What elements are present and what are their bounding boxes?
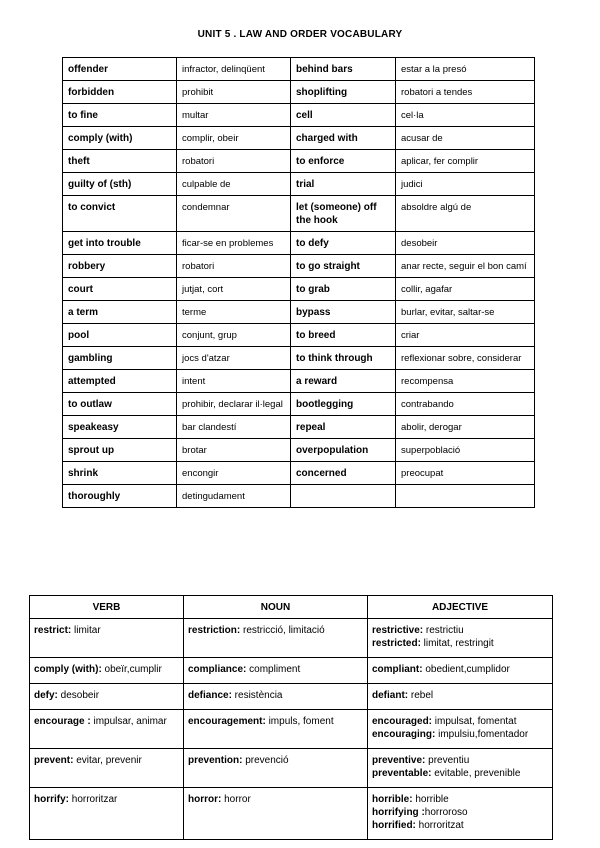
term-english: let (someone) off the hook [291, 196, 396, 232]
term-catalan: robatori a tendes [396, 81, 535, 104]
word-translation: desobeir [57, 690, 100, 701]
term-english: bootlegging [291, 393, 396, 416]
noun-cell [184, 684, 368, 710]
verb-cell [30, 710, 184, 749]
word-form: preventive: [372, 755, 426, 766]
term-catalan: aplicar, fer complir [396, 150, 535, 173]
term-english: get into trouble [63, 232, 177, 255]
term-catalan [396, 485, 535, 508]
term-catalan: culpable de [177, 173, 291, 196]
term-catalan: criar [396, 324, 535, 347]
term-catalan: burlar, evitar, saltar-se [396, 301, 535, 324]
verb-cell [30, 788, 184, 840]
word-form-entry [372, 767, 548, 780]
term-english: sprout up [63, 439, 177, 462]
table-row [63, 439, 535, 462]
term-catalan: terme [177, 301, 291, 324]
table-row [63, 485, 535, 508]
word-translation: impulsar, animar [90, 716, 167, 727]
word-translation: horroroso [424, 807, 468, 818]
word-form: encourage : [34, 716, 91, 727]
word-translation: limitar [71, 625, 101, 636]
term-english: attempted [63, 370, 177, 393]
term-catalan: infractor, delinqüent [177, 58, 291, 81]
adjective-cell [368, 749, 553, 788]
term-english: bypass [291, 301, 396, 324]
word-form: horrified: [372, 820, 416, 831]
word-form-entry [34, 715, 179, 728]
table-row [63, 278, 535, 301]
word-form: restrictive: [372, 625, 424, 636]
term-catalan: prohibit [177, 81, 291, 104]
term-catalan: jocs d'atzar [177, 347, 291, 370]
word-translation: horroritzat [415, 820, 464, 831]
adjective-cell [368, 619, 553, 658]
verb-cell [30, 658, 184, 684]
term-catalan: intent [177, 370, 291, 393]
term-catalan: bar clandestí [177, 416, 291, 439]
word-form-entry [188, 793, 363, 806]
term-catalan: complir, obeir [177, 127, 291, 150]
table-row [63, 393, 535, 416]
word-translation: restrictiu [423, 625, 464, 636]
word-form-entry [372, 819, 548, 832]
word-form: preventable: [372, 768, 432, 779]
word-form-entry [372, 624, 548, 637]
table-row [63, 173, 535, 196]
table-row [30, 658, 553, 684]
word-translation: resistència [231, 690, 283, 701]
table-row [30, 619, 553, 658]
word-form: restricted: [372, 638, 421, 649]
table-row [63, 196, 535, 232]
table-row [63, 81, 535, 104]
term-catalan: robatori [177, 150, 291, 173]
term-english: to grab [291, 278, 396, 301]
term-english: a reward [291, 370, 396, 393]
word-form: comply (with): [34, 664, 102, 675]
word-form: prevent: [34, 755, 74, 766]
term-english [291, 485, 396, 508]
word-form: encouraging: [372, 729, 436, 740]
term-catalan: ficar-se en problemes [177, 232, 291, 255]
term-catalan: condemnar [177, 196, 291, 232]
word-form-entry [34, 689, 179, 702]
word-form: restrict: [34, 625, 72, 636]
word-form-entry [372, 728, 548, 741]
term-english: to think through [291, 347, 396, 370]
term-catalan: superpoblació [396, 439, 535, 462]
word-translation: obedient,cumplidor [422, 664, 510, 675]
word-translation: horror [221, 794, 251, 805]
term-catalan: preocupat [396, 462, 535, 485]
word-translation: impulsiu,fomentador [435, 729, 529, 740]
term-catalan: abolir, derogar [396, 416, 535, 439]
term-english: cell [291, 104, 396, 127]
table-row [30, 684, 553, 710]
term-catalan: encongir [177, 462, 291, 485]
table-row [63, 301, 535, 324]
term-english: comply (with) [63, 127, 177, 150]
verb-cell [30, 749, 184, 788]
header-adjective: ADJECTIVE [368, 596, 553, 619]
word-form: encouraged: [372, 716, 433, 727]
term-catalan: collir, agafar [396, 278, 535, 301]
term-english: forbidden [63, 81, 177, 104]
header-verb: VERB [30, 596, 184, 619]
word-form-entry [34, 663, 179, 676]
word-translation: obeïr,cumplir [101, 664, 162, 675]
header-noun: NOUN [184, 596, 368, 619]
term-catalan: anar recte, seguir el bon camí [396, 255, 535, 278]
table-row [63, 232, 535, 255]
term-english: pool [63, 324, 177, 347]
term-english: robbery [63, 255, 177, 278]
word-forms-header-row [30, 596, 553, 619]
term-catalan: multar [177, 104, 291, 127]
word-form: compliant: [372, 664, 423, 675]
word-translation: horrible [412, 794, 449, 805]
term-catalan: brotar [177, 439, 291, 462]
word-form-entry [34, 624, 179, 637]
table-row [63, 150, 535, 173]
adjective-cell [368, 658, 553, 684]
word-form: defiance: [188, 690, 232, 701]
word-form-entry [372, 806, 548, 819]
table-row [63, 255, 535, 278]
word-translation: evitable, prevenible [431, 768, 521, 779]
term-english: shrink [63, 462, 177, 485]
table-row [63, 324, 535, 347]
term-english: a term [63, 301, 177, 324]
verb-cell [30, 684, 184, 710]
word-translation: preventiu [425, 755, 470, 766]
term-english: gambling [63, 347, 177, 370]
word-form: prevention: [188, 755, 243, 766]
word-form: restriction: [188, 625, 241, 636]
word-form: horror: [188, 794, 222, 805]
term-english: to fine [63, 104, 177, 127]
term-english: concerned [291, 462, 396, 485]
word-form: encouragement: [188, 716, 266, 727]
adjective-cell [368, 710, 553, 749]
term-english: charged with [291, 127, 396, 150]
word-form: compliance: [188, 664, 247, 675]
word-form: horrify: [34, 794, 69, 805]
term-english: to breed [291, 324, 396, 347]
word-form-entry [188, 715, 363, 728]
term-catalan: jutjat, cort [177, 278, 291, 301]
word-translation: compliment [246, 664, 301, 675]
term-catalan: cel·la [396, 104, 535, 127]
term-catalan: absoldre algú de [396, 196, 535, 232]
term-english: to defy [291, 232, 396, 255]
term-catalan: conjunt, grup [177, 324, 291, 347]
term-catalan: estar a la presó [396, 58, 535, 81]
page-title: UNIT 5 . LAW AND ORDER VOCABULARY [197, 29, 403, 40]
term-english: court [63, 278, 177, 301]
term-english: thoroughly [63, 485, 177, 508]
term-english: to enforce [291, 150, 396, 173]
table-row [63, 347, 535, 370]
term-catalan: reflexionar sobre, considerar [396, 347, 535, 370]
table-row [63, 104, 535, 127]
word-translation: evitar, prevenir [73, 755, 142, 766]
word-form: horrifying : [372, 807, 425, 818]
adjective-cell [368, 788, 553, 840]
table-row [63, 462, 535, 485]
term-english: to outlaw [63, 393, 177, 416]
term-english: speakeasy [63, 416, 177, 439]
word-translation: prevenció [242, 755, 289, 766]
term-catalan: acusar de [396, 127, 535, 150]
table-row [63, 127, 535, 150]
word-form: horrible: [372, 794, 413, 805]
word-translation: limitat, restringit [420, 638, 494, 649]
adjective-cell [368, 684, 553, 710]
term-english: behind bars [291, 58, 396, 81]
word-form-entry [188, 689, 363, 702]
term-catalan: detingudament [177, 485, 291, 508]
term-english: to convict [63, 196, 177, 232]
table-row [63, 416, 535, 439]
table-row [63, 58, 535, 81]
word-form-entry [188, 663, 363, 676]
word-form-entry [372, 689, 548, 702]
word-translation: rebel [408, 690, 434, 701]
table-row [30, 788, 553, 840]
word-form: defy: [34, 690, 58, 701]
word-translation: impulsat, fomentat [432, 716, 517, 727]
term-english: trial [291, 173, 396, 196]
noun-cell [184, 749, 368, 788]
term-catalan: prohibir, declarar il·legal [177, 393, 291, 416]
term-catalan: contrabando [396, 393, 535, 416]
term-english: to go straight [291, 255, 396, 278]
word-form-entry [372, 715, 548, 728]
term-english: guilty of (sth) [63, 173, 177, 196]
noun-cell [184, 619, 368, 658]
term-english: shoplifting [291, 81, 396, 104]
word-form-entry [372, 793, 548, 806]
word-translation: horroritzar [69, 794, 118, 805]
term-catalan: desobeir [396, 232, 535, 255]
word-form-entry [372, 637, 548, 650]
word-form: defiant: [372, 690, 409, 701]
term-english: repeal [291, 416, 396, 439]
word-form-entry [188, 624, 363, 637]
verb-cell [30, 619, 184, 658]
word-form-entry [34, 754, 179, 767]
word-form-entry [34, 793, 179, 806]
word-form-entry [372, 754, 548, 767]
word-forms-table [29, 595, 553, 840]
table-row [30, 749, 553, 788]
word-form-entry [188, 754, 363, 767]
term-catalan: recompensa [396, 370, 535, 393]
noun-cell [184, 710, 368, 749]
term-catalan: judici [396, 173, 535, 196]
table-row [63, 370, 535, 393]
table-row [30, 710, 553, 749]
term-english: overpopulation [291, 439, 396, 462]
term-catalan: robatori [177, 255, 291, 278]
term-english: theft [63, 150, 177, 173]
vocabulary-table [62, 57, 535, 508]
term-english: offender [63, 58, 177, 81]
word-translation: impuls, foment [265, 716, 334, 727]
noun-cell [184, 788, 368, 840]
noun-cell [184, 658, 368, 684]
word-translation: restricció, limitació [240, 625, 325, 636]
word-form-entry [372, 663, 548, 676]
